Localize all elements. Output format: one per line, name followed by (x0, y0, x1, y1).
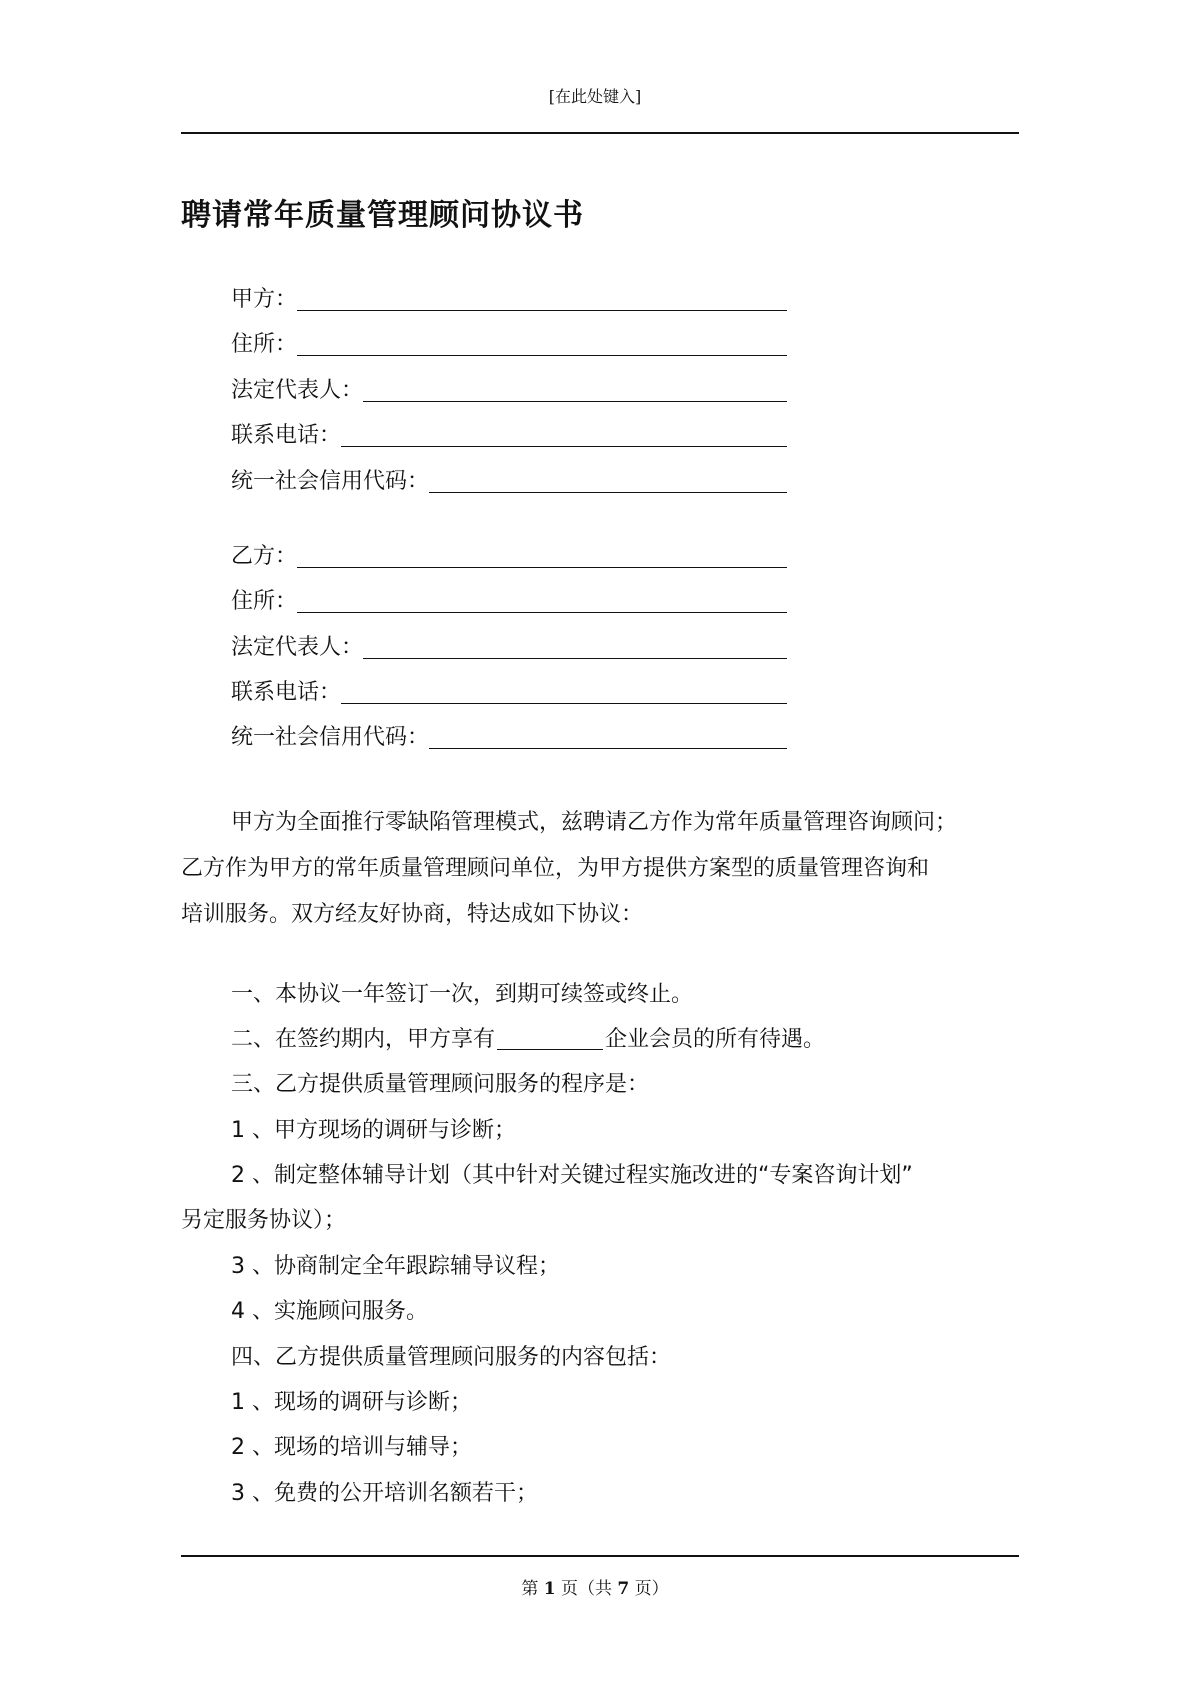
party-a-code-blank[interactable] (429, 491, 787, 493)
header-rule (181, 132, 1019, 134)
membership-level-blank[interactable] (497, 1027, 603, 1050)
clause-4-item-3: 3 、免费的公开培训名额若干； (231, 1481, 538, 1506)
intro-line-3: 培训服务。双方经友好协商，特达成如下协议： (181, 902, 644, 927)
party-b-phone-blank[interactable] (341, 702, 787, 704)
current-page: 1 (543, 1579, 556, 1599)
page-number (0, 1574, 1190, 1599)
party-b-address-field[interactable] (231, 585, 787, 615)
party-a-phone-label: 联系电话： (231, 423, 342, 448)
clause-4-item-2: 2 、现场的培训与辅导； (231, 1435, 472, 1460)
clause-3-item-4: 4 、实施顾问服务。 (231, 1299, 428, 1324)
clause-3-item-2-line-2: 另定服务协议）； (181, 1208, 347, 1233)
party-b-rep-blank[interactable] (363, 657, 787, 659)
page-number-mid: 页（共 (561, 1579, 612, 1599)
header-placeholder[interactable]: [在此处键入] (548, 87, 642, 106)
party-b-rep-label: 法定代表人： (231, 635, 364, 660)
party-b-rep-field[interactable] (231, 631, 787, 661)
clause-3-item-3: 3 、协商制定全年跟踪辅导议程； (231, 1254, 560, 1279)
party-b-name-label: 乙方： (231, 544, 298, 569)
party-a-code-field[interactable] (231, 465, 787, 495)
clause-3: 三、乙方提供质量管理顾问服务的程序是： (231, 1072, 650, 1097)
clause-2 (231, 1026, 825, 1054)
party-b-name-field[interactable] (231, 540, 787, 570)
clause-4-item-1: 1 、现场的调研与诊断； (231, 1390, 472, 1415)
party-b-address-blank[interactable] (297, 611, 787, 613)
party-a-phone-blank[interactable] (341, 445, 787, 447)
party-b-code-label: 统一社会信用代码： (231, 725, 430, 750)
party-b-name-blank[interactable] (297, 566, 787, 568)
clause-3-item-2-line-1: 2 、制定整体辅导计划（其中针对关键过程实施改进的“专案咨询计划” (231, 1163, 913, 1188)
party-a-phone-field[interactable] (231, 419, 787, 449)
intro-paragraph (181, 800, 1021, 938)
intro-line-1: 甲方为全面推行零缺陷管理模式，兹聘请乙方作为常年质量管理咨询顾问； (231, 810, 958, 835)
party-b-address-label: 住所： (231, 589, 298, 614)
party-a-code-label: 统一社会信用代码： (231, 469, 430, 494)
clause-2-after: 企业会员的所有待遇。 (605, 1027, 826, 1052)
intro-line-2: 乙方作为甲方的常年质量管理顾问单位，为甲方提供方案型的质量管理咨询和 (181, 856, 930, 881)
party-a-name-field[interactable] (231, 283, 787, 313)
clause-3-item-1: 1 、甲方现场的调研与诊断； (231, 1118, 516, 1143)
footer-rule (181, 1555, 1019, 1557)
party-b-code-field[interactable] (231, 721, 787, 751)
party-b-phone-label: 联系电话： (231, 680, 342, 705)
page-number-suffix: 页） (634, 1579, 669, 1599)
party-a-rep-field[interactable] (231, 374, 787, 404)
party-a-address-blank[interactable] (297, 354, 787, 356)
clause-1: 一、本协议一年签订一次，到期可续签或终止。 (231, 982, 694, 1007)
party-a-address-label: 住所： (231, 332, 298, 357)
party-a-rep-blank[interactable] (363, 400, 787, 402)
clause-4: 四、乙方提供质量管理顾问服务的内容包括： (231, 1345, 672, 1370)
clause-2-before: 二、在签约期内，甲方享有 (231, 1027, 496, 1052)
page-number-prefix: 第 (521, 1579, 539, 1599)
party-b-phone-field[interactable] (231, 676, 787, 706)
party-a-name-label: 甲方： (231, 287, 298, 312)
party-a-address-field[interactable] (231, 328, 787, 358)
party-a-rep-label: 法定代表人： (231, 378, 364, 403)
document-title: 聘请常年质量管理顾问协议书 (181, 198, 584, 233)
total-pages: 7 (617, 1579, 630, 1599)
party-a-name-blank[interactable] (297, 309, 787, 311)
party-b-code-blank[interactable] (429, 747, 787, 749)
